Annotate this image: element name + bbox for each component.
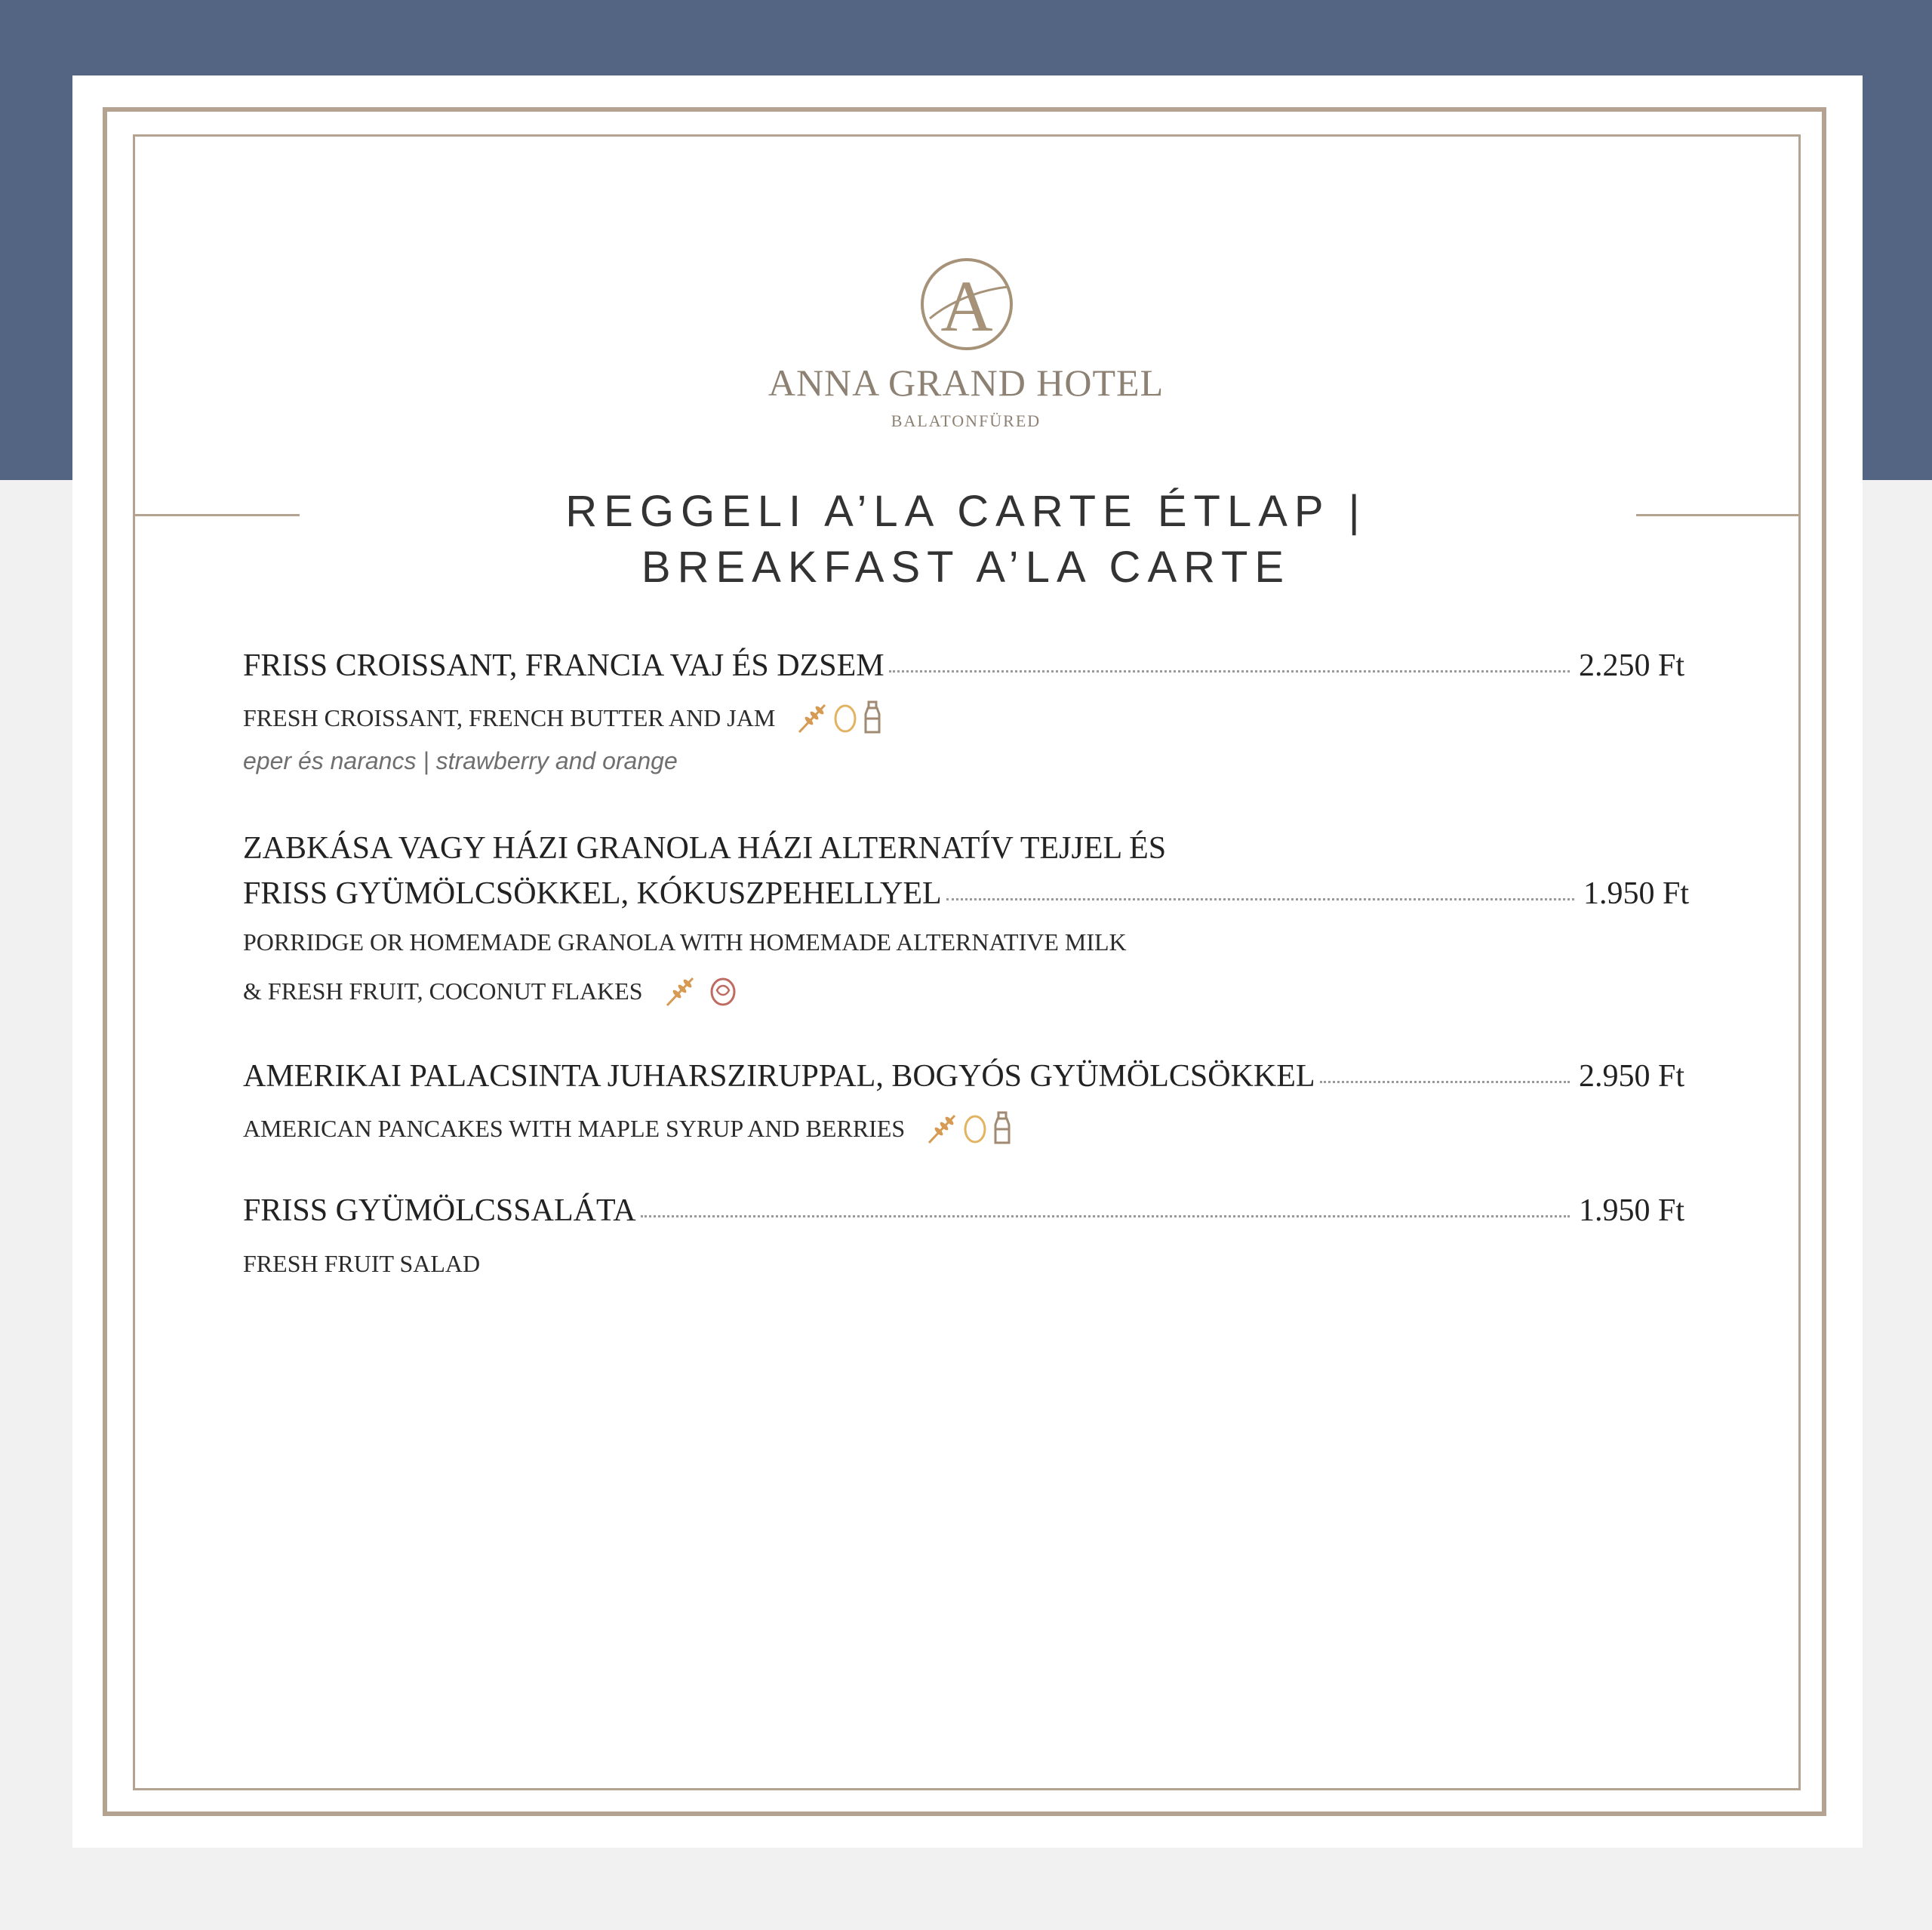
logo-letter: A	[940, 266, 993, 346]
gluten-icon	[663, 974, 697, 1008]
hotel-logo-icon	[919, 257, 1014, 352]
milk-icon	[991, 1110, 1014, 1147]
allergen-icons	[924, 1110, 1014, 1147]
item-price: 1.950 Ft	[1578, 1193, 1684, 1228]
title-decor-line-left	[135, 514, 300, 516]
gluten-icon	[924, 1111, 959, 1146]
item-price: 2.250 Ft	[1578, 648, 1684, 683]
item-subtitle-fruit-salad	[243, 1250, 480, 1278]
item-note-croissant: eper és narancs | strawberry and orange	[243, 747, 678, 774]
menu-item-fruit-salad	[243, 1193, 1684, 1229]
gluten-icon	[795, 700, 829, 735]
milk-icon	[861, 699, 884, 737]
item-name-en-line1	[243, 928, 1127, 956]
menu-item-porridge	[243, 876, 1689, 912]
item-name-hu-line1: ZABKÁSA VAGY HÁZI GRANOLA HÁZI ALTERNATÍV TEJJEL ÉS	[243, 831, 1167, 866]
item-subtitle-porridge	[243, 974, 740, 1008]
egg-icon	[962, 1111, 988, 1146]
menu-item-pancakes	[243, 1058, 1684, 1094]
item-name-hu-line2: FRISS GYÜMÖLCSÖKKEL, KÓKUSZPEHELLYEL	[243, 876, 942, 911]
dot-leader	[1320, 1081, 1570, 1083]
nut-icon	[706, 974, 740, 1008]
item-name-en: FRESH CROISSANT, FRENCH BUTTER AND JAM	[243, 703, 776, 731]
dot-leader	[946, 898, 1574, 900]
item-name-hu: AMERIKAI PALACSINTA JUHARSZIRUPPAL, BOGYÓS GYÜMÖLCSÖKKEL	[243, 1059, 1315, 1094]
item-subtitle-pancakes	[243, 1110, 1014, 1147]
dot-leader	[641, 1215, 1570, 1217]
item-subtitle-croissant	[243, 699, 884, 737]
allergen-icons	[795, 699, 884, 737]
egg-icon	[832, 700, 858, 735]
item-name-en-line2: & FRESH FRUIT, COCONUT FLAKES	[243, 977, 643, 1005]
item-price: 2.950 Ft	[1578, 1059, 1684, 1094]
allergen-icons	[663, 974, 740, 1008]
menu-title-hungarian: REGGELI A’LA CARTE ÉTLAP |	[565, 487, 1367, 536]
menu-item-croissant	[243, 648, 1684, 684]
item-name-en: AMERICAN PANCAKES WITH MAPLE SYRUP AND BERRIES	[243, 1114, 906, 1142]
dot-leader	[889, 670, 1570, 673]
item-name-en: FRESH FRUIT SALAD	[243, 1250, 481, 1277]
item-name-hu: FRISS CROISSANT, FRANCIA VAJ ÉS DZSEM	[243, 648, 884, 683]
item-price: 1.950 Ft	[1583, 876, 1689, 911]
item-name-hu: FRISS GYÜMÖLCSSALÁTA	[243, 1193, 636, 1228]
item-name-en-text: PORRIDGE OR HOMEMADE GRANOLA WITH HOMEMADE ALTERNATIVE MILK	[243, 928, 1127, 956]
hotel-name: ANNA GRAND HOTEL	[768, 362, 1164, 404]
title-decor-line-right	[1636, 514, 1798, 516]
menu-title-english: BREAKFAST A’LA CARTE	[641, 543, 1291, 592]
hotel-location: BALATONFÜRED	[891, 411, 1041, 430]
